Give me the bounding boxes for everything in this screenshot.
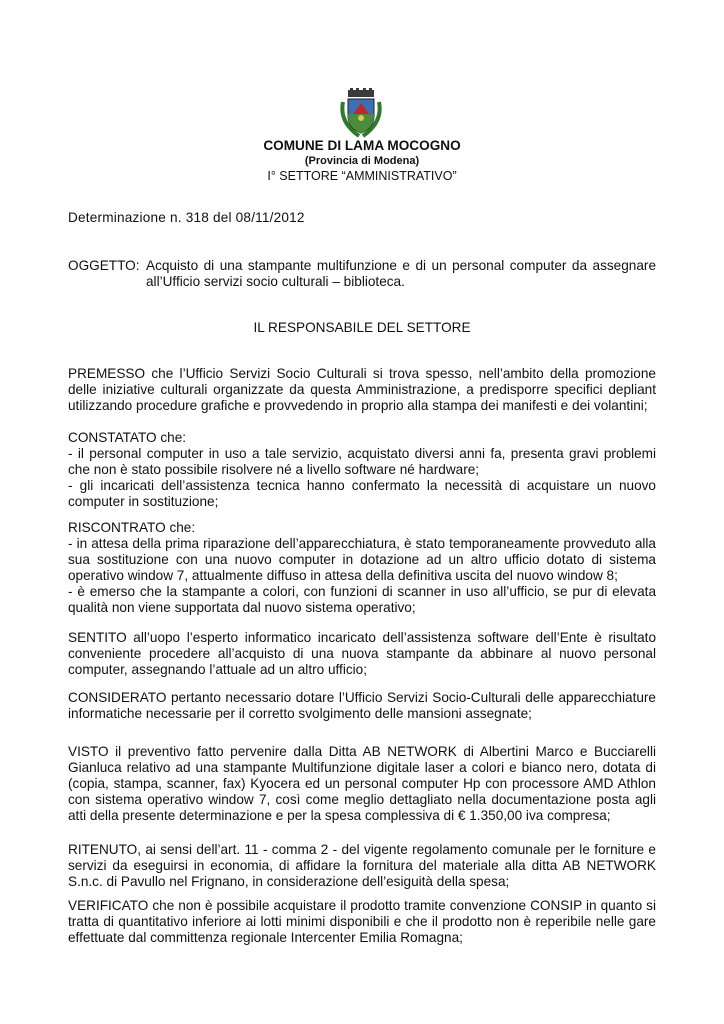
ritenuto-paragraph — [68, 842, 656, 890]
premesso-paragraph — [68, 366, 656, 414]
verificato-paragraph — [68, 898, 656, 946]
riscontrato-item-2: - è emerso che la stampante a colori, con funzioni di scanner in uso all’ufficio, se pur di elevata qualità non viene supportata dal nuovo sistema operativo; — [68, 584, 656, 615]
constatato-paragraph — [68, 430, 656, 510]
ritenuto-text: RITENUTO, ai sensi dell’art. 11 - comma 2 - del vigente regolamento comunale per le forniture e servizi da eseguirsi in economia, di affidare la fornitura del materiale alla ditta AB NETWORK S.n.c. di Pavullo nel Frignano, in considerazione dell’esiguità della spesa; — [68, 842, 656, 889]
province-subtitle: (Provincia di Modena) — [304, 155, 420, 167]
verificato-text: VERIFICATO che non è possibile acquistare il prodotto tramite convenzione CONSIP in quanto si tratta di quantitativo inferiore ai lotti minimi disponibili e che il prodotto non è reperibile nelle gare effettuate dal committenza regionale Intercenter Emilia Romagna; — [68, 898, 656, 945]
sentito-text: SENTITO all’uopo l’esperto informatico incaricato dell’assistenza software dell’Ente è risultato conveniente procedere all’acquisto di una nuova stampante da abbinare al nuovo personal computer, assegnando l’attuale ad un altro ufficio; — [68, 630, 656, 677]
subject-line-1: Acquisto di una stampante multifunzione e di un personal computer da assegnare — [146, 258, 656, 273]
constatato-item-1: - il personal computer in uso a tale servizio, acquistato diversi anni fa, presenta gravi problemi che non è stato possibile risolvere né a livello software né hardware; — [68, 446, 656, 477]
subject-text — [146, 258, 656, 290]
visto-paragraph — [68, 744, 656, 824]
section-heading: IL RESPONSABILE DEL SETTORE — [253, 320, 471, 335]
considerato-paragraph — [68, 690, 656, 722]
constatato-item-2: - gli incaricati dell’assistenza tecnica hanno confermato la necessità di acquistare un nuovo computer in sostituzione; — [68, 478, 656, 509]
municipal-crest-icon — [339, 88, 383, 138]
sentito-paragraph — [68, 630, 656, 678]
visto-text: VISTO il preventivo fatto pervenire dalla Ditta AB NETWORK di Albertini Marco e Bucciarelli Gianluca relativo ad una stampante Multifunzione digitale laser a colori e bianco nero, dotata di (copia, stampa, scanner, fax) Kyocera ed un personal computer Hp con processore AMD Athlon con sistema operativo window 7, così come meglio dettagliato nella documentazione posta agli atti della presente determinazione e per la spesa complessiva di € 1.350,00 iva compresa; — [68, 744, 656, 823]
determination-number: Determinazione n. 318 del 08/11/2012 — [68, 210, 305, 225]
riscontrato-paragraph — [68, 520, 656, 616]
municipality-title: COMUNE DI LAMA MOCOGNO — [263, 138, 461, 153]
considerato-text: CONSIDERATO pertanto necessario dotare l’Ufficio Servizi Socio-Culturali delle apparecchiature informatiche necessarie per il corretto svolgimento delle mansioni assegnate; — [68, 690, 656, 721]
constatato-heading: CONSTATATO che: — [68, 430, 187, 445]
premesso-text: PREMESSO che l’Ufficio Servizi Socio Culturali si trova spesso, nell’ambito della promozione delle iniziative culturali organizzate da questa Amministrazione, a predisporre specifici depliant utilizzando procedure grafiche e provvedendo in proprio alla stampa dei manifesti e dei volantini; — [68, 366, 656, 413]
riscontrato-item-1: - in attesa della prima riparazione dell’apparecchiatura, è stato temporaneamente provveduto alla sua sostituzione con una nuovo computer in dotazione ad un altro ufficio dotato di sistema operativo window 7, attualmente diffuso in attesa della definitiva uscita del nuovo window 8; — [68, 536, 656, 583]
subject-label: OGGETTO: — [68, 258, 140, 273]
riscontrato-heading: RISCONTRATO che: — [68, 520, 196, 535]
subject-line-2: all’Ufficio servizi socio culturali – biblioteca. — [146, 274, 405, 289]
sector-label: I° SETTORE “AMMINISTRATIVO” — [267, 169, 457, 183]
